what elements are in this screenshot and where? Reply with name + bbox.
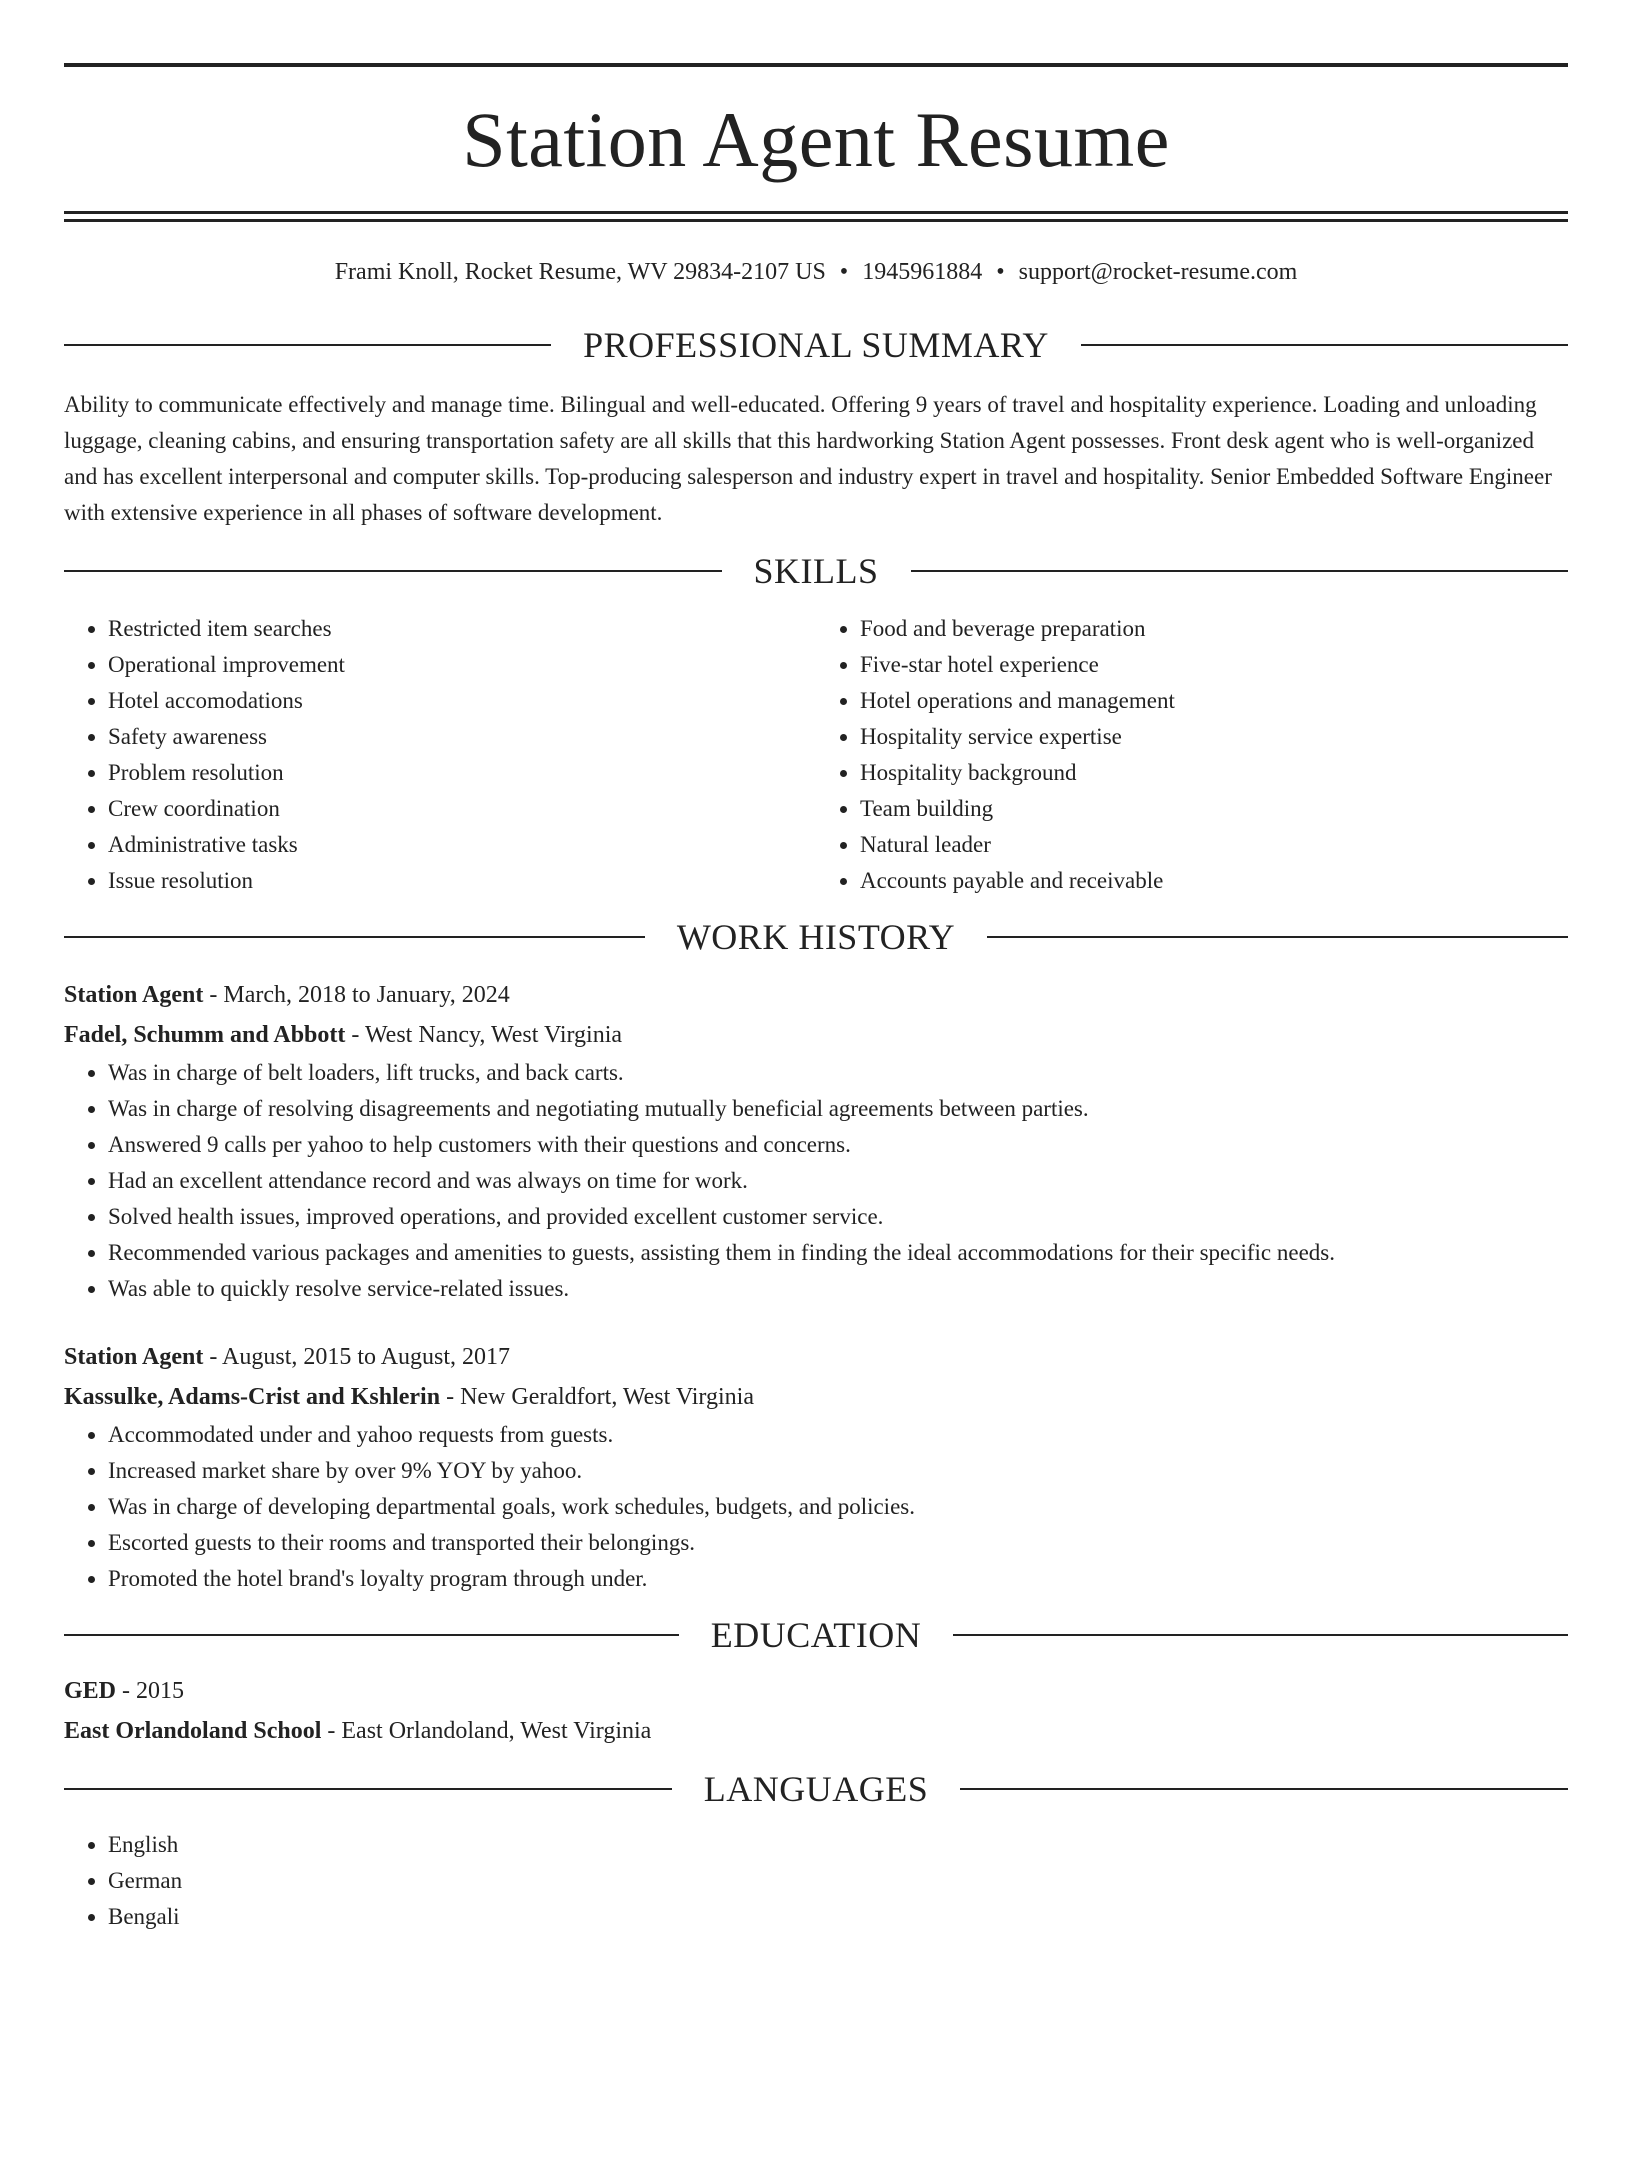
skill-item: • Hospitality background xyxy=(860,755,1568,791)
skill-item: • Hotel operations and management xyxy=(860,683,1568,719)
title-double-rule xyxy=(64,211,1568,222)
contact-separator: • xyxy=(996,259,1005,285)
job-bullet-item: • Answered 9 calls per yahoo to help customers with their questions and concerns. xyxy=(108,1127,1568,1163)
job-entry xyxy=(64,975,1568,1307)
education-heading-label: EDUCATION xyxy=(710,1614,922,1655)
job-company-line xyxy=(64,1015,1568,1055)
summary-text: Ability to communicate effectively and manage time. Bilingual and well-educated. Offering 9 years of travel and hospitality experience. Loading and unloading luggage, cleaning cabins, and ensuring transportation safety are all skills that this hardworking Station Agent possesses. Front desk agent who is well-organized and has excellent interpersonal and computer skills. Top-producing salesperson and industry expert in travel and hospitality. Senior Embedded Software Engineer with extensive experience in all phases of software development. xyxy=(64,391,1552,525)
job-bullet-item: • Solved health issues, improved operations, and provided excellent customer service. xyxy=(108,1199,1568,1235)
job-bullet-item: • Was in charge of belt loaders, lift trucks, and back carts. xyxy=(108,1055,1568,1091)
skill-item: • Operational improvement xyxy=(108,647,816,683)
contact-phone: 1945961884 xyxy=(862,259,983,285)
skills-heading-label: SKILLS xyxy=(753,550,879,591)
job-bullet-item: • Recommended various packages and amenities to guests, assisting them in finding the ideal accommodations for their specific needs. xyxy=(108,1235,1568,1271)
education-entry xyxy=(64,1671,1568,1751)
education-location: - East Orlandoland, West Virginia xyxy=(321,1717,652,1744)
contact-separator: • xyxy=(839,259,849,285)
page-title: Station Agent Resume xyxy=(462,96,1170,183)
job-bullet-item: • Was in charge of developing departmental goals, work schedules, budgets, and policies. xyxy=(108,1489,1568,1525)
job-bullet-item: • Increased market share by over 9% YOY by yahoo. xyxy=(108,1453,1568,1489)
skill-item: • Restricted item searches xyxy=(108,611,816,647)
skills-right-list xyxy=(816,611,1568,899)
contact-line xyxy=(64,258,1568,287)
job-company: Kassulke, Adams-Crist and Kshlerin xyxy=(64,1383,441,1410)
education-year: - 2015 xyxy=(116,1677,185,1704)
skills-left-list xyxy=(64,611,816,899)
job-location: - West Nancy, West Virginia xyxy=(345,1021,623,1048)
contact-address: Frami Knoll, Rocket Resume, WV 29834-2107 US xyxy=(334,259,826,285)
heading-rule-left xyxy=(64,936,645,938)
job-bullets xyxy=(64,1055,1568,1307)
heading-rule-left xyxy=(64,570,722,572)
skill-item: • Food and beverage preparation xyxy=(860,611,1568,647)
skill-item: • Natural leader xyxy=(860,827,1568,863)
skill-item: • Administrative tasks xyxy=(108,827,816,863)
job-dates: - March, 2018 to January, 2024 xyxy=(203,981,510,1008)
job-title: Station Agent xyxy=(64,981,204,1008)
education-school: East Orlandoland School xyxy=(64,1717,322,1744)
skill-item: • Issue resolution xyxy=(108,863,816,899)
job-title-line xyxy=(64,975,1568,1015)
job-title-line xyxy=(64,1337,1568,1377)
summary-heading-label: PROFESSIONAL SUMMARY xyxy=(583,324,1049,365)
skill-item: • Hotel accomodations xyxy=(108,683,816,719)
job-bullet-item: • Promoted the hotel brand's loyalty program through under. xyxy=(108,1561,1568,1597)
skill-item: • Five-star hotel experience xyxy=(860,647,1568,683)
job-dates: - August, 2015 to August, 2017 xyxy=(203,1343,511,1370)
job-bullets xyxy=(64,1417,1568,1597)
job-location: - New Geraldfort, West Virginia xyxy=(440,1383,754,1410)
job-bullet-item: • Was in charge of resolving disagreements and negotiating mutually beneficial agreements between parties. xyxy=(108,1091,1568,1127)
heading-rule-right xyxy=(911,570,1569,572)
heading-rule-right xyxy=(987,936,1568,938)
job-bullet-item: • Accommodated under and yahoo requests from guests. xyxy=(108,1417,1568,1453)
job-company-line xyxy=(64,1377,1568,1417)
languages-heading xyxy=(64,1769,1568,1809)
heading-rule-right xyxy=(953,1634,1568,1636)
work-heading-label: WORK HISTORY xyxy=(676,916,956,957)
job-company: Fadel, Schumm and Abbott xyxy=(64,1021,346,1048)
job-bullet-item: • Had an excellent attendance record and was always on time for work. xyxy=(108,1163,1568,1199)
heading-rule-right xyxy=(960,1788,1568,1790)
language-item: • Bengali xyxy=(108,1899,1568,1935)
job-entry xyxy=(64,1337,1568,1597)
heading-rule-left xyxy=(64,1788,672,1790)
contact-email: support@rocket-resume.com xyxy=(1018,259,1298,285)
skill-item: • Accounts payable and receivable xyxy=(860,863,1568,899)
education-degree-line xyxy=(64,1671,1568,1711)
languages-heading-label: LANGUAGES xyxy=(703,1768,929,1809)
skills-heading xyxy=(64,551,1568,591)
education-degree: GED xyxy=(64,1677,117,1704)
skill-item: • Team building xyxy=(860,791,1568,827)
skills-list xyxy=(64,611,1568,899)
heading-rule-right xyxy=(1081,344,1568,346)
education-heading xyxy=(64,1615,1568,1655)
languages-list xyxy=(64,1827,1568,1935)
language-item: • German xyxy=(108,1863,1568,1899)
summary-heading xyxy=(64,325,1568,365)
heading-rule-left xyxy=(64,344,551,346)
skill-item: • Crew coordination xyxy=(108,791,816,827)
skill-item: • Hospitality service expertise xyxy=(860,719,1568,755)
work-heading xyxy=(64,917,1568,957)
skills-column-left xyxy=(64,611,816,899)
job-bullet-item: • Was able to quickly resolve service-related issues. xyxy=(108,1271,1568,1307)
resume-page xyxy=(0,63,1632,1935)
education-school-line xyxy=(64,1711,1568,1751)
skills-column-right xyxy=(816,611,1568,899)
skill-item: • Problem resolution xyxy=(108,755,816,791)
language-item: • English xyxy=(108,1827,1568,1863)
heading-rule-left xyxy=(64,1634,679,1636)
job-title: Station Agent xyxy=(64,1343,204,1370)
skill-item: • Safety awareness xyxy=(108,719,816,755)
job-bullet-item: • Escorted guests to their rooms and transported their belongings. xyxy=(108,1525,1568,1561)
top-rule xyxy=(64,63,1568,67)
